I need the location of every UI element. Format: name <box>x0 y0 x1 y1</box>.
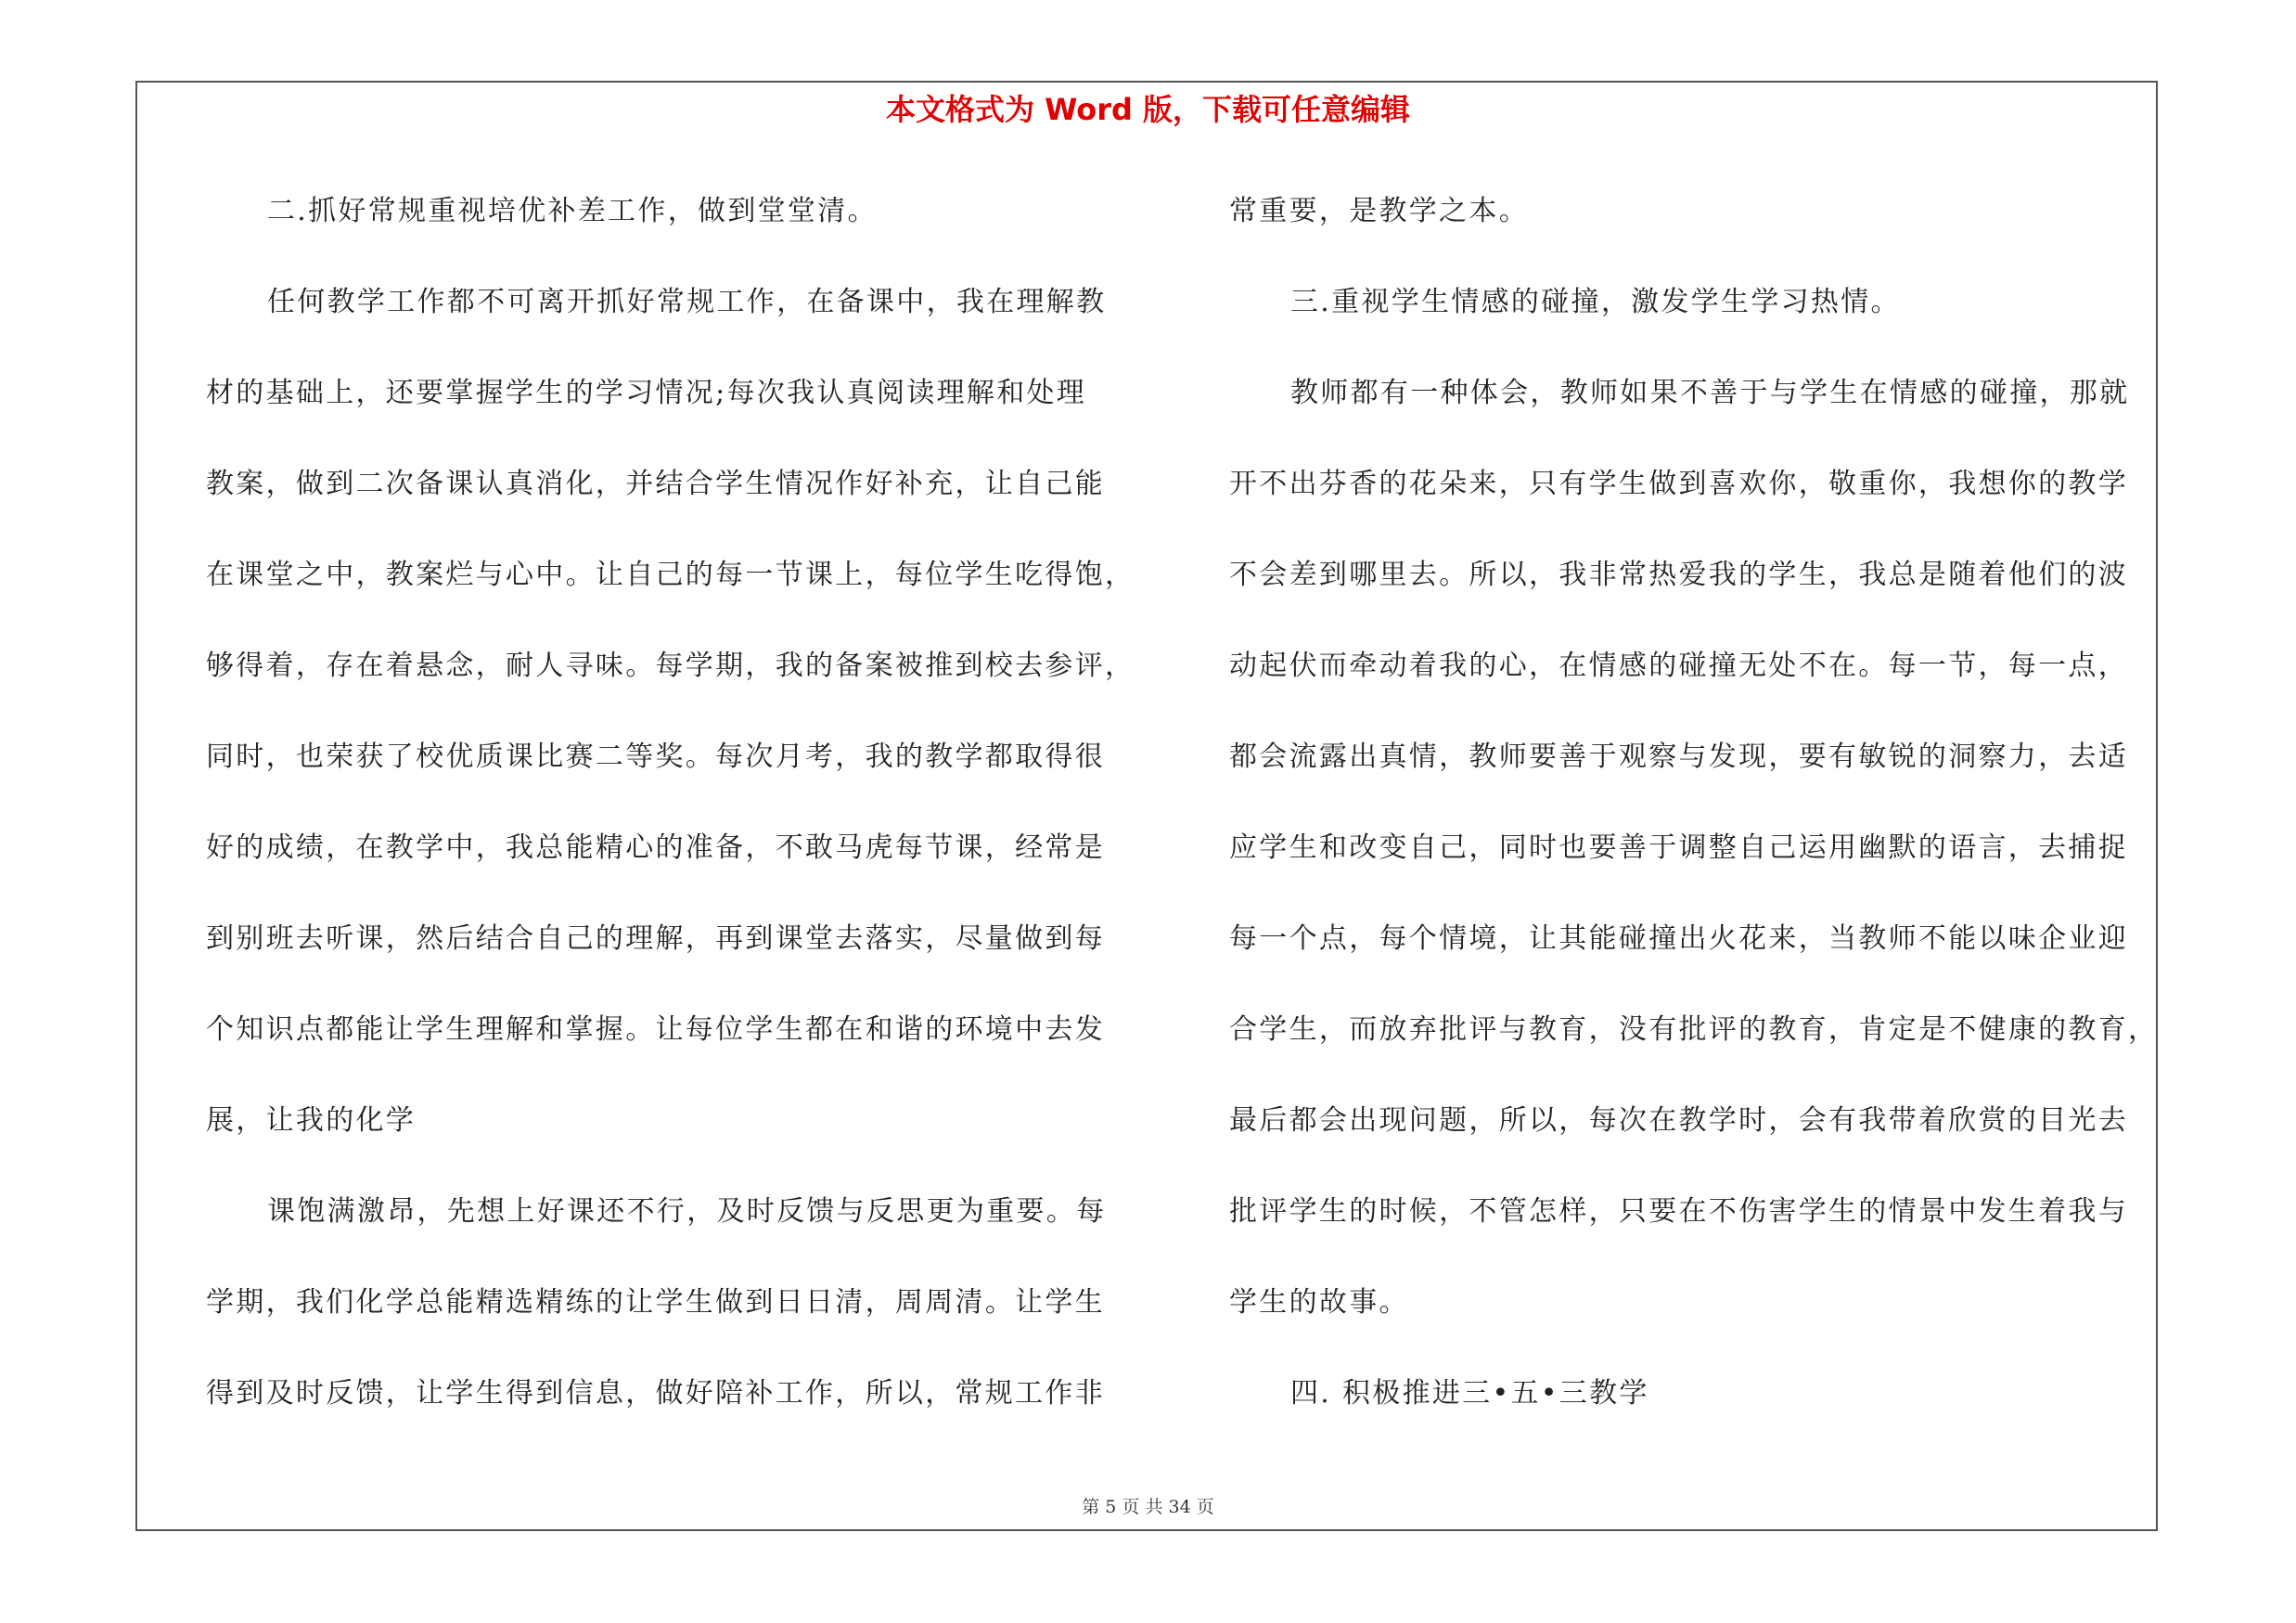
left-line: 在课堂之中，教案烂与心中。让自己的每一节课上，每位学生吃得饱， <box>206 559 1135 591</box>
word-format-banner: 本文格式为 Word 版，下载可任意编辑 <box>885 92 1411 127</box>
left-line: 同时，也荣获了校优质课比赛二等奖。每次月考，我的教学都取得很 <box>206 741 1105 773</box>
right-line: 学生的故事。 <box>1229 1286 1409 1319</box>
left-line: 好的成绩，在教学中，我总能精心的准备，不敢马虎每节课，经常是 <box>206 831 1105 864</box>
right-line: 最后都会出现问题，所以，每次在教学时，会有我带着欣赏的目光去 <box>1229 1104 2128 1137</box>
right-line: 常重要，是教学之本。 <box>1229 195 1529 227</box>
left-line: 学期，我们化学总能精选精练的让学生做到日日清，周周清。让学生 <box>206 1286 1105 1319</box>
left-column <box>206 184 1135 1457</box>
left-line: 课饱满激昂，先想上好课还不行，及时反馈与反思更为重要。每 <box>267 1195 1107 1228</box>
right-line: 动起伏而牵动着我的心，在情感的碰撞无处不在。每一节，每一点， <box>1229 650 2128 682</box>
right-line: 四. 积极推进三•五•三教学 <box>1290 1377 1649 1410</box>
left-line: 材的基础上，还要掌握学生的学习情况;每次我认真阅读理解和处理 <box>206 377 1087 409</box>
right-line: 三.重视学生情感的碰撞，激发学生学习热情。 <box>1290 286 1901 318</box>
right-column <box>1229 184 2166 1457</box>
right-line: 每一个点，每个情境，让其能碰撞出火花来，当教师不能以味企业迎 <box>1229 922 2128 955</box>
left-line: 够得着，存在着悬念，耐人寻味。每学期，我的备案被推到校去参评， <box>206 650 1135 682</box>
left-line: 个知识点都能让学生理解和掌握。让每位学生都在和谐的环境中去发 <box>206 1013 1105 1046</box>
right-line: 应学生和改变自己，同时也要善于调整自己运用幽默的语言，去捕捉 <box>1229 831 2128 864</box>
left-line: 教案，做到二次备课认真消化，并结合学生情况作好补充，让自己能 <box>206 468 1105 500</box>
left-line: 展，让我的化学 <box>206 1104 417 1137</box>
right-line: 合学生，而放弃批评与教育，没有批评的教育，肯定是不健康的教育， <box>1229 1013 2159 1046</box>
left-line: 到别班去听课，然后结合自己的理解，再到课堂去落实，尽量做到每 <box>206 922 1105 955</box>
right-line: 教师都有一种体会，教师如果不善于与学生在情感的碰撞，那就 <box>1290 377 2130 409</box>
right-line: 不会差到哪里去。所以，我非常热爱我的学生，我总是随着他们的波 <box>1229 559 2128 591</box>
right-line: 批评学生的时候，不管怎样，只要在不伤害学生的情景中发生着我与 <box>1229 1195 2128 1228</box>
right-line: 开不出芬香的花朵来，只有学生做到喜欢你，敬重你，我想你的教学 <box>1229 468 2128 500</box>
left-line: 得到及时反馈，让学生得到信息，做好陪补工作，所以，常规工作非 <box>206 1377 1105 1410</box>
page-number-footer: 第 5 页 共 34 页 <box>1082 1497 1214 1517</box>
left-line: 二.抓好常规重视培优补差工作，做到堂堂清。 <box>267 195 878 227</box>
left-line: 任何教学工作都不可离开抓好常规工作，在备课中，我在理解教 <box>267 286 1107 318</box>
right-line: 都会流露出真情，教师要善于观察与发现，要有敏锐的洞察力，去适 <box>1229 741 2128 773</box>
